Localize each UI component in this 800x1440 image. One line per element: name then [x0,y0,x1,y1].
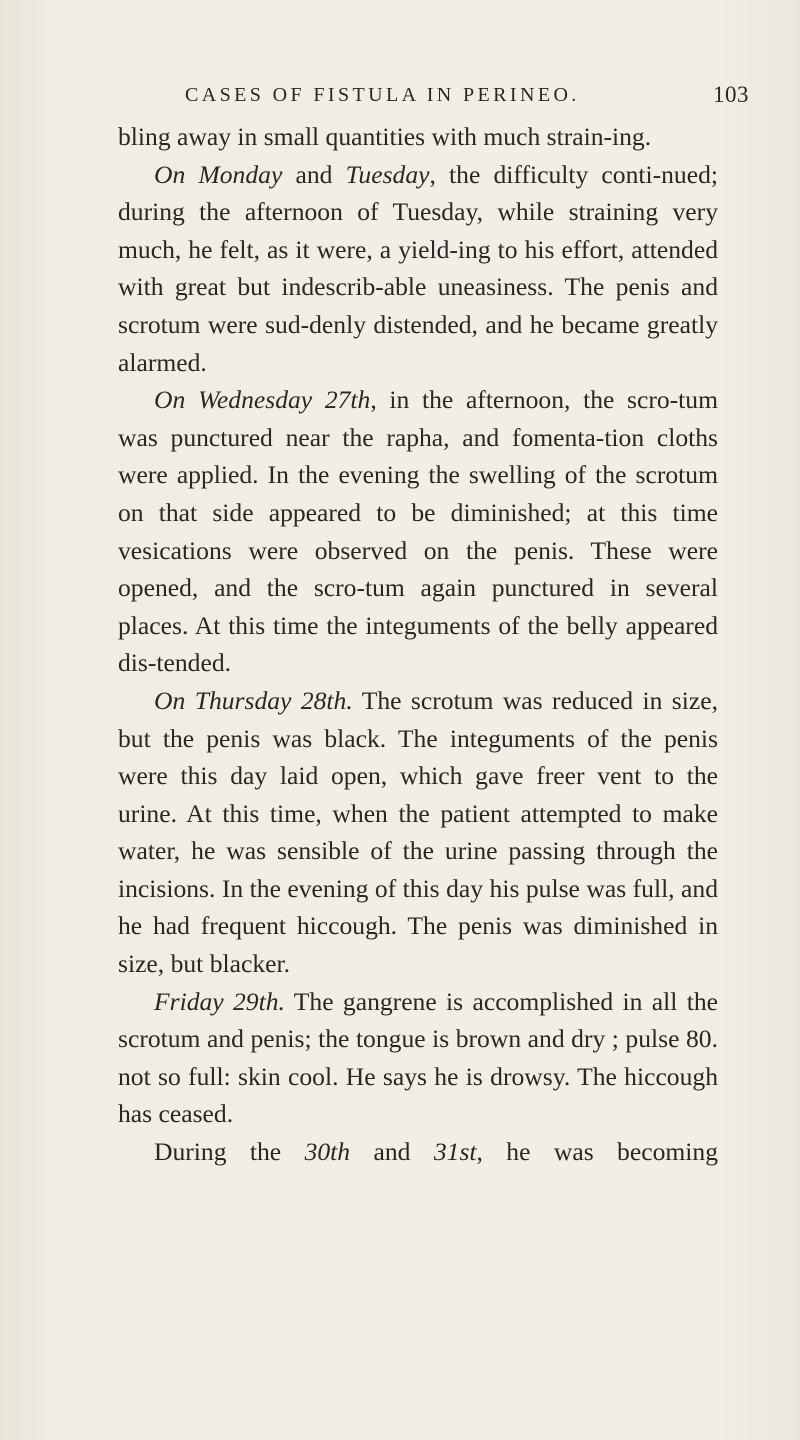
page-number: 103 [713,82,749,107]
paragraph-thursday [118,682,718,983]
italic-day-tuesday: Tuesday [345,159,430,189]
italic-date-31st: 31st [433,1137,477,1167]
lead-text: During the [154,1137,305,1167]
paragraph-30th-31st [118,1133,718,1171]
paragraph-text: The gangrene is accomplished in all the scrotum and penis; the tongue is brown and dry ; pulse 80. not so full: skin cool. He says he is drowsy. The hiccough has ceased. [118,986,718,1129]
italic-date-wednesday: On Wednesday 27th [154,385,371,415]
connector-text: and [282,159,346,189]
paragraph-monday-tuesday [118,156,718,382]
paragraph-continuation [118,118,718,156]
italic-date-thursday: On Thursday 28th. [154,685,353,715]
running-title: CASES OF FISTULA IN PERINEO. [185,84,580,106]
paragraph-text: , the difficulty conti-nued; during the afternoon of Tuesday, while straining very much, he felt, as it were, a yield-ing to his effort, attended with great but indescrib-able uneasiness. The penis and scrotum were sud-denly distended, and he became greatly alarmed. [118,159,718,377]
italic-date-friday: Friday 29th. [154,986,285,1016]
connector-text: and [350,1137,434,1167]
paragraph-friday [118,983,718,1133]
italic-date-30th: 30th [304,1137,351,1167]
paragraph-wednesday [118,381,718,682]
italic-day-monday: On Monday [154,159,283,189]
paragraph-text: The scrotum was reduced in size, but the penis was black. The integuments of the penis were this day laid open, which gave freer vent to the urine. At this time, when the patient attempted to make water, he was sensible of the urine passing through the incisions. In the evening of this day his pulse was full, and he had frequent hiccough. The penis was diminished in size, but blacker. [118,685,718,979]
paragraph-text: bling away in small quantities with much strain-ing. [118,122,652,151]
paragraph-text: , in the afternoon, the scro-tum was punctured near the rapha, and fomenta-tion cloths were applied. In the evening the swelling of the scrotum on that side appeared to be diminished; at this time vesications were observed on the penis. These were opened, and the scro-tum again punctured in several places. At this time the integuments of the belly appeared dis-tended. [118,385,719,678]
body-text [118,118,718,1171]
paragraph-text: , he was becoming [476,1137,718,1167]
